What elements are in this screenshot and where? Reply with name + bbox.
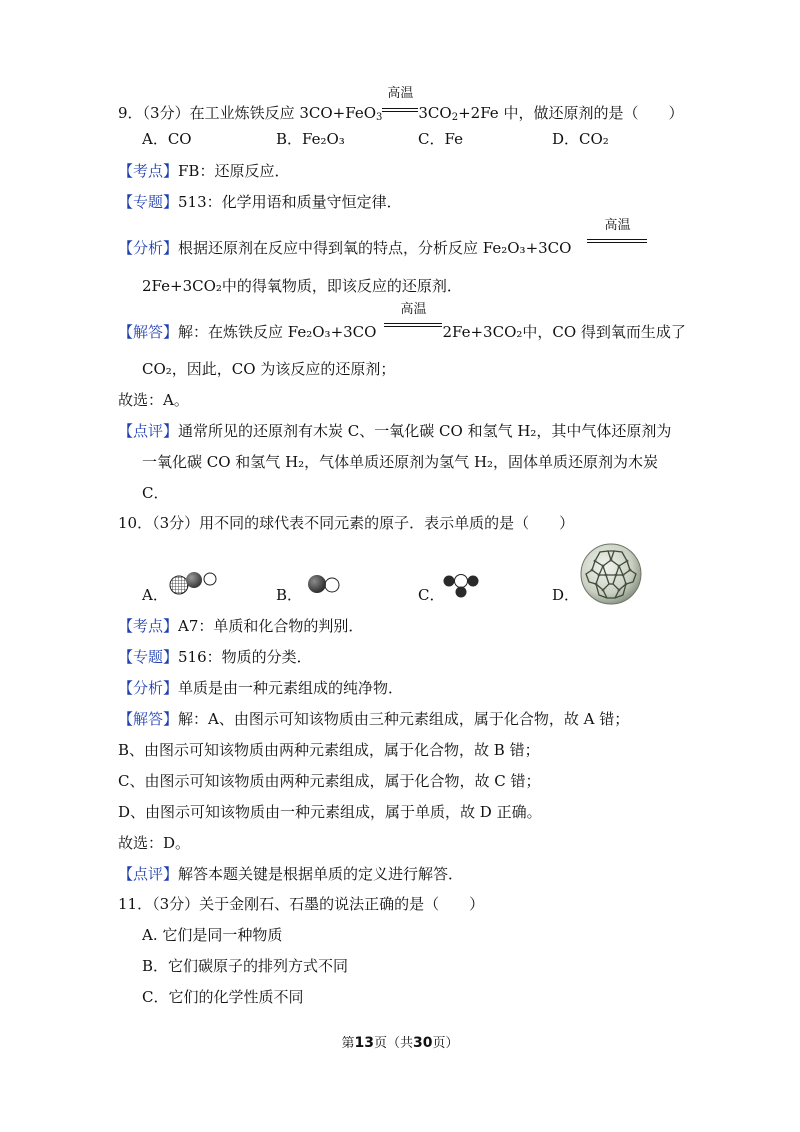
q9-dianping-3: C． [142, 484, 169, 502]
q9-jieda: 【解答】解：在炼铁反应 Fe₂O₃+3CO 高温 2Fe+3CO₂中，CO 得到氧而生成了 [118, 302, 686, 341]
q10-jieda-b: B、由图示可知该物质由两种元素组成，属于化合物，故 B 错； [118, 741, 540, 759]
q10-label-c: C． [418, 586, 445, 604]
q9-fenxi: 【分析】根据还原剂在反应中得到氧的特点，分析反应 Fe₂O₃+3CO 高温 [118, 231, 647, 259]
q9-option-a: A．CO [142, 130, 192, 148]
reaction-arrow: 高温 [384, 315, 442, 337]
molecule-c-image [442, 570, 480, 598]
q9-kaodian: 【考点】FB：还原反应． [118, 162, 290, 180]
q10-jieda-d: D、由图示可知该物质由一种元素组成，属于单质，故 D 正确。 [118, 803, 542, 821]
q11-stem: 11．（3分）关于金刚石、石墨的说法正确的是（ ） [118, 895, 485, 913]
q9-zhuanti: 【专题】513：化学用语和质量守恒定律． [118, 193, 402, 211]
page-footer: 第13页（共30页） [341, 1035, 459, 1051]
page-total: 30 [413, 1035, 433, 1051]
molecule-a-image [166, 568, 218, 596]
q9-dianping-2: 一氧化碳 CO 和氢气 H₂，气体单质还原剂为氢气 H₂，固体单质还原剂为木炭 [142, 453, 659, 471]
q10-kaodian: 【考点】A7：单质和化合物的判别． [118, 617, 364, 635]
q10-zhuanti: 【专题】516：物质的分类． [118, 648, 312, 666]
page-number: 13 [354, 1035, 374, 1051]
reaction-arrow: 高温 [382, 96, 418, 118]
q10-fenxi: 【分析】单质是由一种元素组成的纯净物． [118, 679, 404, 697]
q11-option-b: B．它们碳原子的排列方式不同 [142, 957, 349, 975]
q10-label-b: B． [276, 586, 303, 604]
q10-answer: 故选：D。 [118, 834, 191, 852]
q9-dianping: 【点评】通常所见的还原剂有木炭 C、一氧化碳 CO 和氢气 H₂，其中气体还原剂为 [118, 422, 672, 440]
fullerene-c60-image [578, 542, 644, 606]
q11-option-a: A. 它们是同一种物质 [142, 926, 283, 944]
q10-label-a: A． [142, 586, 168, 604]
q9-fenxi-cont: 2Fe+3CO₂中的得氧物质，即该反应的还原剂． [142, 277, 462, 295]
q9-answer: 故选：A。 [118, 391, 189, 409]
q9-option-c: C．Fe [418, 130, 463, 148]
q9-jieda-cont: CO₂，因此，CO 为该反应的还原剂； [142, 360, 396, 378]
q9-option-b: B．Fe₂O₃ [276, 130, 345, 148]
q10-stem: 10．（3分）用不同的球代表不同元素的原子．表示单质的是（ ） [118, 514, 575, 532]
q10-jieda-c: C、由图示可知该物质由两种元素组成，属于化合物，故 C 错； [118, 772, 541, 790]
q9-option-d: D．CO₂ [552, 130, 609, 148]
reaction-arrow: 高温 [587, 231, 647, 253]
q10-jieda: 【解答】解：A、由图示可知该物质由三种元素组成，属于化合物，故 A 错； [118, 710, 630, 728]
q10-label-d: D． [552, 586, 580, 604]
molecule-b-image [300, 572, 344, 596]
q11-option-c: C．它们的化学性质不同 [142, 988, 304, 1006]
q10-dianping: 【点评】解答本题关键是根据单质的定义进行解答． [118, 865, 464, 883]
q9-stem: 9．（3分）在工业炼铁反应 3CO+FeO$_3$ 高温 $3CO_2+2Fe$ 中，做还原剂的是（ ） [118, 86, 684, 123]
